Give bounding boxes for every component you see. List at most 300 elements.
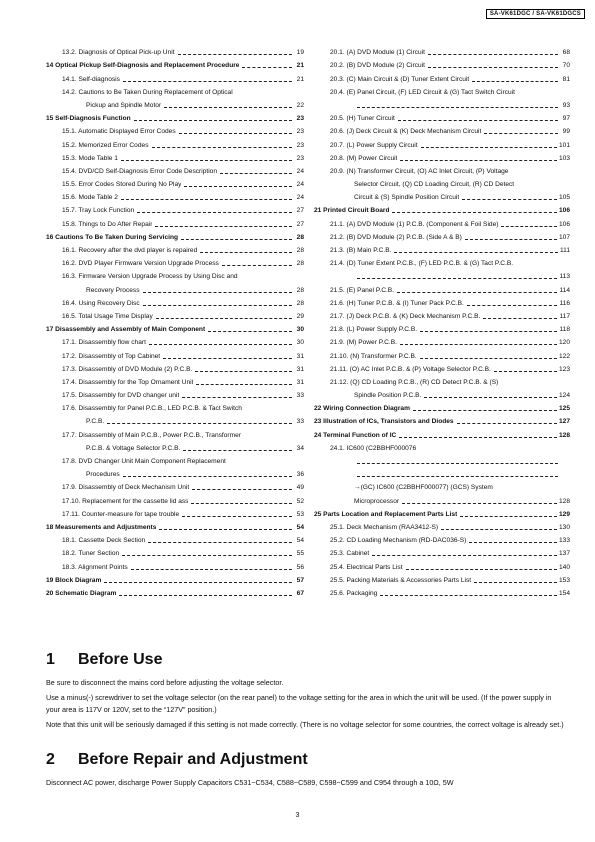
toc-entry-page: 52 — [296, 497, 304, 505]
toc-leader — [392, 212, 557, 213]
toc-entry[interactable] — [46, 426, 304, 439]
toc-entry-page: 28 — [296, 286, 304, 294]
toc-entry-title: 21.12. (Q) CD Loading P.C.B., (R) CD Detect P.C.B. & (S) — [330, 378, 499, 386]
toc-entry-title: 18 Measurements and Adjustments — [46, 523, 157, 531]
toc-entry-page: 113 — [559, 273, 570, 281]
toc-entry-page: 23 — [296, 141, 304, 149]
toc-entry[interactable] — [314, 308, 570, 321]
toc-entry-page: 127 — [558, 418, 570, 426]
toc-entry-title: Recovery Process — [86, 286, 140, 294]
toc-leader — [123, 81, 292, 82]
toc-leader — [406, 569, 557, 570]
toc-entry-title: 17 Disassembly and Assembly of Main Component — [46, 326, 206, 334]
toc-entry-page: 93 — [562, 101, 570, 109]
toc-entry[interactable] — [314, 136, 570, 149]
toc-entry-title: 22 Wiring Connection Diagram — [314, 405, 410, 413]
toc-entry[interactable] — [46, 479, 304, 492]
toc-entry-title: 25.2. CD Loading Mechanism (RD-DAC036-S) — [330, 537, 467, 545]
toc-entry-title: 13.2. Diagnosis of Optical Pick-up Unit — [62, 49, 175, 57]
toc-leader — [428, 67, 558, 68]
toc-entry-page: 22 — [296, 101, 304, 109]
toc-entry[interactable] — [314, 545, 570, 558]
toc-entry[interactable] — [314, 532, 570, 545]
toc-entry-title: 24.1. IC600 (C2BBHF000076 — [330, 444, 417, 452]
toc-entry[interactable] — [46, 453, 304, 466]
toc-leader — [182, 397, 292, 398]
toc-entry[interactable] — [314, 426, 570, 439]
paragraph: Disconnect AC power, discharge Power Supply Capacitors C531~C534, C588~C589, C598~C599 and C954 through a 10Ω, 5W — [46, 778, 454, 787]
toc-entry[interactable] — [46, 150, 304, 163]
section-heading — [46, 751, 564, 769]
toc-entry-title: 20.9. (N) Transformer Circuit, (O) AC Inlet Circuit, (P) Voltage — [330, 167, 509, 175]
toc-leader — [424, 397, 557, 398]
toc-entry-page: 34 — [296, 444, 304, 452]
toc-entry-title: 21.2. (B) DVD Module (2) P.C.B. (Side A & B) — [330, 233, 462, 241]
toc-leader — [134, 120, 292, 121]
toc-entry-title: 17.3. Disassembly of DVD Module (2) P.C.B. — [62, 365, 193, 373]
toc-entry[interactable] — [314, 321, 570, 334]
toc-entry-title: 17.9. Disassembly of Deck Mechanism Unit — [62, 484, 190, 492]
toc-leader — [183, 450, 292, 451]
toc-leader — [164, 107, 292, 108]
toc-leader — [123, 476, 292, 477]
toc-entry-page: 28 — [296, 233, 304, 241]
toc-entry-title: 15.3. Mode Table 1 — [62, 154, 118, 162]
toc-entry[interactable] — [46, 321, 304, 334]
toc-entry[interactable] — [46, 400, 304, 413]
toc-entry[interactable] — [46, 44, 304, 57]
toc-leader — [191, 503, 292, 504]
toc-entry[interactable] — [314, 163, 570, 176]
toc-entry-page: 56 — [296, 563, 304, 571]
toc-leader — [143, 305, 292, 306]
section-heading — [46, 651, 564, 669]
toc-entry[interactable] — [46, 295, 304, 308]
toc-entry-title: 25.4. Electrical Parts List — [330, 563, 403, 571]
toc-entry[interactable] — [46, 57, 304, 70]
toc-entry[interactable] — [46, 176, 304, 189]
toc-entry-page: 31 — [296, 378, 304, 386]
toc-leader — [107, 423, 292, 424]
toc-entry-page: 33 — [296, 418, 304, 426]
toc-entry-page: 130 — [558, 523, 570, 531]
toc-entry[interactable] — [314, 70, 570, 83]
toc-entry-title: 21.6. (H) Tuner P.C.B. & (I) Tuner Pack P.C.B. — [330, 299, 464, 307]
toc-entry[interactable] — [314, 268, 570, 281]
toc-leader — [399, 437, 557, 438]
toc-entry-page: 54 — [296, 523, 304, 531]
toc-entry-page: 68 — [562, 49, 570, 57]
toc-entry-title: 18.3. Alignment Points — [62, 563, 128, 571]
toc-entry-page: 23 — [296, 115, 304, 123]
toc-leader — [143, 292, 292, 293]
paragraph: Be sure to disconnect the mains cord before adjusting the voltage selector. — [46, 678, 284, 687]
toc-entry[interactable] — [314, 585, 570, 598]
toc-entry-title: 17.7. Disassembly of Main P.C.B., Power P.C.B., Transformer — [62, 431, 241, 439]
toc-leader — [457, 423, 557, 424]
toc-entry[interactable] — [314, 295, 570, 308]
toc-entry-page: 99 — [562, 128, 570, 136]
toc-leader — [394, 252, 558, 253]
toc-entry-title: 14.1. Self-diagnosis — [62, 75, 120, 83]
toc-entry-page: 36 — [296, 471, 304, 479]
toc-entry-page: 24 — [296, 194, 304, 202]
toc-leader — [119, 595, 292, 596]
toc-entry[interactable] — [46, 347, 304, 360]
toc-entry[interactable] — [46, 374, 304, 387]
toc-entry-page: 140 — [558, 563, 570, 571]
toc-entry[interactable] — [314, 506, 570, 519]
toc-entry[interactable] — [46, 97, 304, 110]
toc-entry-page: 114 — [559, 286, 570, 294]
toc-leader — [200, 252, 292, 253]
toc-entry[interactable] — [46, 519, 304, 532]
toc-entry[interactable] — [314, 202, 570, 215]
toc-entry-page: 133 — [558, 537, 570, 545]
toc-entry-page: 124 — [558, 392, 570, 400]
toc-entry[interactable] — [46, 506, 304, 519]
toc-leader — [178, 54, 292, 55]
toc-entry-page: 101 — [558, 141, 570, 149]
toc-entry-title: 20 Schematic Diagram — [46, 589, 117, 597]
toc-entry-title: 18.1. Cassette Deck Section — [62, 537, 146, 545]
toc-leader — [181, 239, 292, 240]
toc-entry-title: 19 Block Diagram — [46, 576, 102, 584]
toc-entry-page: 23 — [296, 154, 304, 162]
toc-entry[interactable] — [314, 215, 570, 228]
toc-entry-page: 103 — [558, 154, 570, 162]
toc-entry[interactable] — [314, 281, 570, 294]
toc-entry-title: 21.5. (E) Panel P.C.B. — [330, 286, 395, 294]
toc-entry-page: 120 — [558, 339, 570, 347]
toc-entry[interactable] — [314, 453, 570, 466]
toc-entry[interactable] — [46, 466, 304, 479]
toc-entry[interactable] — [46, 242, 304, 255]
toc-leader — [469, 542, 557, 543]
toc-entry[interactable] — [314, 572, 570, 585]
toc-entry[interactable] — [46, 136, 304, 149]
toc-entry-page: 97 — [562, 115, 570, 123]
toc-leader — [483, 318, 557, 319]
toc-entry-title: 20.4. (E) Panel Circuit, (F) LED Circuit & (G) Tact Switch Circuit — [330, 88, 515, 96]
toc-entry-page: 28 — [296, 247, 304, 254]
toc-entry-title: 25.6. Packaging — [330, 589, 378, 597]
toc-entry[interactable] — [314, 479, 570, 492]
page-number: 3 — [295, 812, 300, 819]
toc-entry-title: 16.1. Recovery after the dvd player is repaired — [62, 247, 198, 254]
toc-entry[interactable] — [314, 150, 570, 163]
toc-entry-page: 81 — [562, 75, 570, 83]
toc-leader — [460, 516, 557, 517]
toc-entry[interactable] — [46, 255, 304, 268]
toc-leader — [184, 186, 292, 187]
toc-entry[interactable] — [46, 440, 304, 453]
toc-entry[interactable] — [314, 176, 570, 189]
toc-entry[interactable] — [314, 492, 570, 505]
toc-leader — [372, 555, 557, 556]
toc-leader — [149, 344, 292, 345]
toc-entry-title: 23 Illustration of ICs, Transistors and Diodes — [314, 418, 454, 426]
toc-entry-page: 31 — [296, 365, 304, 373]
toc-entry-title: 17.8. DVD Changer Unit Main Component Replacement — [62, 458, 226, 465]
toc-entry-title: 21.7. (J) Deck P.C.B. & (K) Deck Mechanism P.C.B. — [330, 312, 481, 320]
toc-entry-title: 15.8. Things to Do After Repair — [62, 220, 153, 228]
toc-entry[interactable] — [46, 268, 304, 281]
toc-entry-page: 53 — [296, 510, 304, 518]
toc-entry[interactable] — [314, 374, 570, 387]
toc-entry-title: 20.8. (M) Power Circuit — [330, 154, 398, 162]
toc-entry-page: 106 — [558, 220, 570, 228]
toc-entry[interactable] — [314, 558, 570, 571]
section-number: 2 — [46, 751, 55, 768]
toc-entry[interactable] — [46, 413, 304, 426]
toc-entry-page: 129 — [558, 510, 570, 518]
toc-entry-page: 111 — [559, 247, 570, 254]
toc-entry-page: 67 — [296, 589, 304, 597]
toc-entry-title: 21.3. (B) Main P.C.B. — [330, 247, 392, 254]
toc-entry[interactable] — [46, 163, 304, 176]
toc-leader — [131, 569, 292, 570]
toc-entry-page: 23 — [296, 128, 304, 136]
toc-entry-title: P.C.B. & Voltage Selector P.C.B. — [86, 444, 181, 452]
toc-entry[interactable] — [314, 334, 570, 347]
toc-entry[interactable] — [46, 572, 304, 585]
toc-entry[interactable] — [314, 466, 570, 479]
toc-entry[interactable] — [314, 229, 570, 242]
toc-entry-page: 49 — [296, 484, 304, 492]
toc-leader — [196, 384, 292, 385]
toc-entry-title: 25.5. Packing Materials & Accessories Parts List — [330, 576, 472, 584]
toc-entry-title: P.C.B. — [86, 418, 105, 426]
toc-entry-title: 15.2. Memorized Error Codes — [62, 141, 149, 149]
toc-entry-title: 16.4. Using Recovery Disc — [62, 299, 140, 307]
toc-entry-page: 123 — [558, 365, 570, 373]
section-before-use — [46, 651, 564, 731]
toc-leader — [163, 358, 292, 359]
toc-entry[interactable] — [46, 84, 304, 97]
toc-entry-title: 18.2. Tuner Section — [62, 550, 120, 558]
toc-entry[interactable] — [314, 413, 570, 426]
model-tag: SA-VK61DGC / SA-VK61DGCS — [486, 9, 585, 19]
toc-leader — [465, 239, 557, 240]
toc-entry-title: Procedures — [86, 471, 120, 479]
toc-entry-title: 21 Printed Circuit Board — [314, 207, 390, 215]
toc-leader — [400, 344, 557, 345]
toc-entry[interactable] — [314, 242, 570, 255]
toc-leader — [220, 173, 292, 174]
toc-entry-page: 153 — [558, 576, 570, 584]
toc-leader — [402, 503, 557, 504]
toc-entry-title: 16.2. DVD Player Firmware Version Upgrade Process — [62, 260, 219, 268]
toc-leader — [413, 410, 557, 411]
section-before-repair — [46, 751, 564, 789]
toc-entry-title: 24 Terminal Function of IC — [314, 431, 397, 439]
toc-leader — [242, 67, 292, 68]
toc-entry-page: 27 — [296, 220, 304, 228]
toc-right-column — [314, 44, 570, 598]
toc-entry-page: 28 — [296, 299, 304, 307]
toc-entry-title: 15 Self-Diagnosis Function — [46, 115, 131, 123]
toc-leader — [421, 147, 557, 148]
toc-entry-title: 21.8. (L) Power Supply P.C.B. — [330, 326, 418, 334]
toc-leader — [380, 595, 557, 596]
toc-entry-page: 107 — [558, 233, 570, 241]
toc-entry[interactable] — [46, 202, 304, 215]
toc-leader — [467, 305, 558, 306]
toc-entry[interactable] — [314, 440, 570, 453]
toc-entry[interactable] — [314, 400, 570, 413]
toc-entry[interactable] — [314, 361, 570, 374]
toc-leader — [182, 516, 292, 517]
toc-entry[interactable] — [46, 110, 304, 123]
section-title: Before Use — [78, 651, 163, 668]
toc-entry[interactable] — [46, 308, 304, 321]
toc-entry-page: 125 — [558, 405, 570, 413]
toc-entry-page: 29 — [296, 312, 304, 320]
toc-entry-title: 16.3. Firmware Version Upgrade Process by Using Disc and — [62, 273, 238, 281]
toc-entry[interactable] — [46, 281, 304, 294]
toc-leader — [104, 582, 292, 583]
toc-entry-title: Circuit & (S) Spindle Position Circuit — [354, 194, 460, 202]
toc-entry-page: 128 — [558, 431, 570, 439]
toc-entry-page: 128 — [558, 497, 570, 505]
toc-entry-title: 25.3. Cabinet — [330, 550, 370, 558]
toc-leader — [501, 226, 557, 227]
paragraph: Note that this unit will be seriously damaged if this setting is not made correctly. (There is no voltage selector for some countries, the correct voltage is already set.) — [46, 720, 564, 729]
paragraph: Use a minus(-) screwdriver to set the voltage selector (on the rear panel) to the voltage setting for the area in which the unit will be used. (If the power supply in your area is 117V or 120V, set to the “127V” position.) — [46, 693, 552, 714]
toc-entry-title: 20.1. (A) DVD Module (1) Circuit — [330, 49, 425, 57]
toc-leader — [484, 133, 558, 134]
toc-entry[interactable] — [314, 255, 570, 268]
toc-entry[interactable] — [46, 387, 304, 400]
toc-entry-page: 117 — [559, 312, 570, 320]
toc-entry-title: 20.7. (L) Power Supply Circuit — [330, 141, 418, 149]
toc-entry[interactable] — [46, 70, 304, 83]
toc-leader — [441, 529, 557, 530]
toc-entry[interactable] — [314, 519, 570, 532]
toc-entry[interactable] — [46, 558, 304, 571]
toc-leader — [208, 331, 292, 332]
toc-entry-title: 21.10. (N) Transformer P.C.B. — [330, 352, 417, 360]
toc-entry-title: 17.11. Counter-measure for tape trouble — [62, 510, 180, 518]
toc-leader — [357, 463, 558, 464]
toc-leader — [420, 358, 557, 359]
toc-entry[interactable] — [46, 229, 304, 242]
toc-entry-title: 15.4. DVD/CD Self-Diagnosis Error Code Description — [62, 167, 218, 175]
toc-leader — [420, 331, 557, 332]
toc-leader — [159, 529, 292, 530]
toc-entry-page: 27 — [296, 207, 304, 215]
toc-entry[interactable] — [314, 387, 570, 400]
toc-leader — [148, 542, 292, 543]
toc-entry-title: 16 Cautions To Be Taken During Servicing — [46, 233, 179, 241]
toc-entry-title: 16.5. Total Usage Time Display — [62, 312, 153, 320]
toc-entry-page: 21 — [296, 75, 304, 83]
toc-entry-page: 105 — [558, 194, 570, 202]
toc-entry[interactable] — [46, 585, 304, 598]
toc-entry-title: 20.2. (B) DVD Module (2) Circuit — [330, 62, 425, 70]
toc-entry[interactable] — [314, 44, 570, 57]
toc-leader — [357, 278, 557, 279]
toc-entry-title: 17.2. Disassembly of Top Cabinet — [62, 352, 161, 360]
toc-entry[interactable] — [46, 532, 304, 545]
toc-entry-page: 55 — [296, 550, 304, 558]
toc-leader — [400, 160, 557, 161]
toc-leader — [474, 582, 557, 583]
toc-entry[interactable] — [314, 57, 570, 70]
toc-entry[interactable] — [46, 492, 304, 505]
toc-entry-title: 15.5. Error Codes Stored During No Play — [62, 181, 182, 189]
toc-leader — [121, 199, 292, 200]
toc-entry[interactable] — [46, 545, 304, 558]
section-number: 1 — [46, 651, 55, 668]
toc-entry[interactable] — [314, 189, 570, 202]
toc-entry-title: 25 Parts Location and Replacement Parts List — [314, 510, 458, 518]
toc-leader — [357, 476, 558, 477]
toc-entry[interactable] — [314, 84, 570, 97]
toc-entry-title: 20.5. (H) Tuner Circuit — [330, 115, 395, 123]
toc-entry[interactable] — [46, 361, 304, 374]
toc-entry-page: 116 — [559, 299, 570, 307]
toc-entry-title: 25.1. Deck Mechanism (RAA3412-S) — [330, 523, 439, 531]
toc-entry-page: 57 — [296, 576, 304, 584]
toc-entry-page: 28 — [296, 260, 304, 268]
toc-entry[interactable] — [46, 189, 304, 202]
toc-entry-title: 20.6. (J) Deck Circuit & (K) Deck Mechanism Circuit — [330, 128, 482, 136]
toc-entry-title: 21.11. (O) AC Inlet P.C.B. & (P) Voltage Selector P.C.B. — [330, 365, 491, 373]
toc-entry-title: Spindle Position P.C.B. — [354, 392, 422, 400]
toc-entry[interactable] — [46, 123, 304, 136]
toc-entry-page: 33 — [296, 392, 304, 400]
toc-entry-page: 24 — [296, 181, 304, 189]
toc-entry-title: Pickup and Spindle Motor — [86, 101, 162, 109]
toc-entry[interactable] — [314, 347, 570, 360]
toc-leader — [137, 212, 292, 213]
toc-entry-page: 21 — [296, 62, 304, 70]
toc-entry-title: Selector Circuit, (Q) CD Loading Circuit, (R) CD Detect — [354, 181, 515, 189]
toc-entry-page: 30 — [296, 326, 304, 334]
toc-entry-title: 21.4. (D) Tuner Extent P.C.B., (F) LED P.C.B. & (G) Tact P.C.B. — [330, 260, 514, 268]
toc-entry[interactable] — [46, 215, 304, 228]
toc-entry-title: Microprocessor — [354, 497, 400, 505]
section-title: Before Repair and Adjustment — [78, 751, 308, 768]
toc-entry-page: 30 — [296, 339, 304, 347]
toc-leader — [462, 199, 557, 200]
toc-leader — [121, 160, 292, 161]
toc-entry-page: 137 — [558, 550, 570, 558]
toc-entry-page: 122 — [558, 352, 570, 360]
toc-entry-page: 154 — [558, 589, 570, 597]
toc-entry[interactable] — [46, 334, 304, 347]
toc-leader — [397, 292, 557, 293]
toc-leader — [156, 318, 292, 319]
toc-entry[interactable] — [314, 123, 570, 136]
toc-entry-title: 21.1. (A) DVD Module (1) P.C.B. (Component & Foil Side) — [330, 220, 499, 228]
toc-entry-title: 15.6. Mode Table 2 — [62, 194, 118, 202]
toc-leader — [152, 147, 293, 148]
toc-leader — [195, 371, 292, 372]
toc-entry-page: 54 — [296, 537, 304, 545]
toc-leader — [122, 555, 292, 556]
toc-leader — [494, 371, 557, 372]
toc-entry[interactable] — [314, 97, 570, 110]
toc-entry-page: 118 — [559, 326, 570, 334]
toc-entry-title: 21.9. (M) Power P.C.B. — [330, 339, 397, 347]
toc-entry[interactable] — [314, 110, 570, 123]
toc-entry-title: 20.3. (C) Main Circuit & (D) Tuner Extent Circuit — [330, 75, 470, 83]
toc-leader — [357, 107, 558, 108]
toc-leader — [428, 54, 558, 55]
